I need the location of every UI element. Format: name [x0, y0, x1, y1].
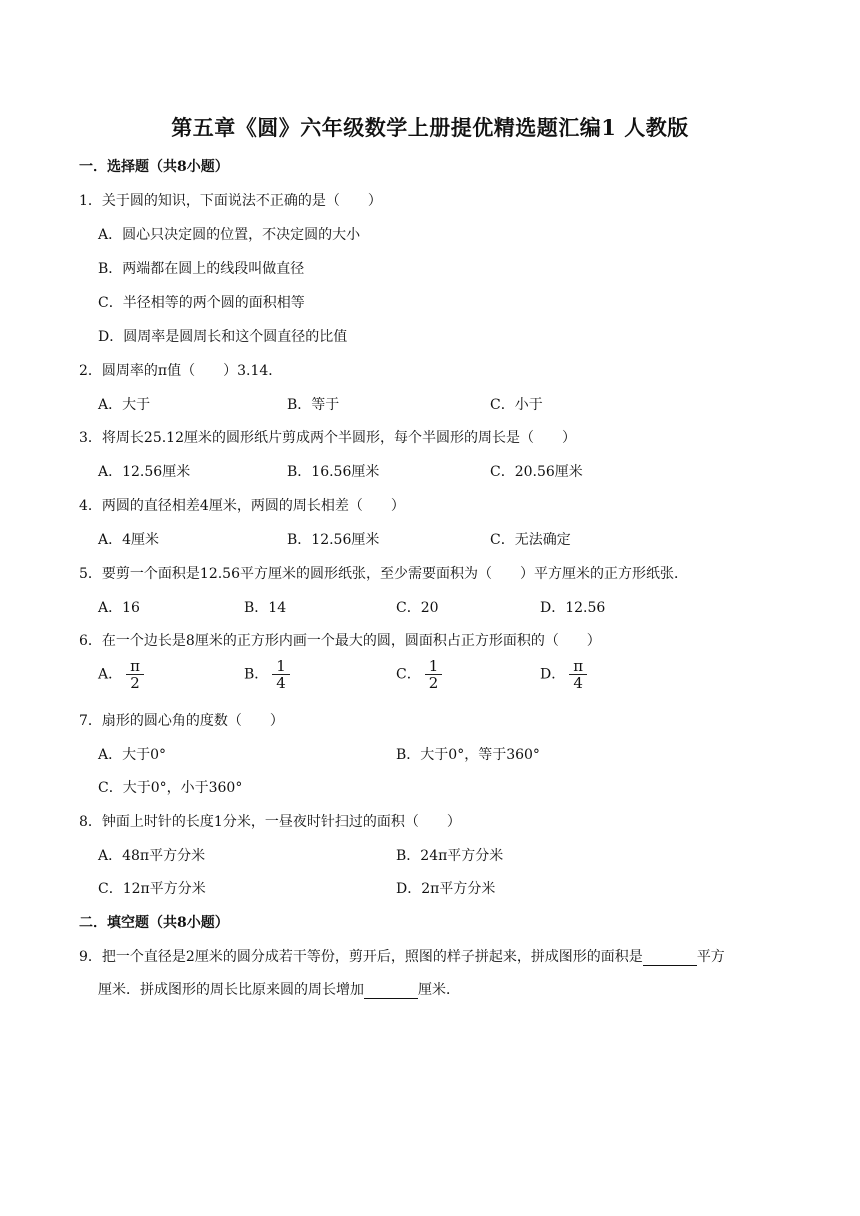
fraction-numerator: 1	[425, 658, 443, 675]
question-2: 2．圆周率的π值（ ）3.14．	[79, 363, 283, 379]
question-8: 8．钟面上时针的长度1分米，一昼夜时针扫过的面积（ ）	[79, 814, 461, 830]
fraction-denominator: 4	[573, 674, 583, 692]
q1-option-b: B．两端都在圆上的线段叫做直径	[98, 261, 305, 277]
q1-option-d: D．圆周率是圆周长和这个圆直径的比值	[98, 329, 348, 345]
q8-option-d: D．2π平方分米	[396, 881, 496, 897]
q6-option-c	[396, 658, 442, 691]
question-3: 3．将周长25.12厘米的圆形纸片剪成两个半圆形，每个半圆形的周长是（ ）	[79, 430, 576, 446]
section-heading-choice: 一．选择题（共8小题）	[79, 159, 229, 175]
q5-option-d: D．12.56	[540, 600, 606, 616]
q5-option-b: B．14	[244, 600, 287, 616]
q6-option-a-label: A．	[98, 666, 123, 683]
q6-option-a-fraction	[126, 658, 144, 691]
q6-option-c-label: C．	[396, 666, 421, 683]
q9-text-3: 厘米．拼成图形的周长比原来圆的周长增加	[98, 982, 364, 998]
question-5: 5．要剪一个面积是12.56平方厘米的圆形纸张，至少需要面积为（ ）平方厘米的正方形纸张．	[79, 566, 688, 582]
q6-option-d-label: D．	[540, 666, 566, 683]
q9-text-2: 平方	[696, 949, 725, 965]
q6-option-b-fraction	[272, 658, 290, 691]
q2-option-c: C．小于	[490, 397, 543, 413]
fraction-numerator: π	[126, 658, 144, 675]
q5-option-a: A．16	[98, 600, 140, 616]
question-9-line1	[79, 946, 725, 966]
section-heading-fill: 二．填空题（共8小题）	[79, 915, 229, 931]
q6-option-c-fraction	[425, 658, 443, 691]
q3-option-a: A．12.56厘米	[98, 464, 191, 480]
fraction-denominator: 2	[428, 674, 439, 692]
fraction-numerator: π	[569, 658, 587, 675]
q7-option-c: C．大于0°，小于360°	[98, 780, 243, 796]
q4-option-a: A．4厘米	[98, 532, 160, 548]
q6-option-a	[98, 658, 144, 691]
q2-option-a: A．大于	[98, 397, 151, 413]
q6-option-b-label: B．	[244, 666, 269, 683]
q8-option-b: B．24π平方分米	[396, 848, 504, 864]
answer-blank-area[interactable]	[643, 951, 697, 966]
fraction-denominator: 4	[276, 674, 286, 692]
q6-option-b	[244, 658, 290, 691]
q6-option-d-fraction	[569, 658, 587, 691]
q1-option-a: A．圆心只决定圆的位置，不决定圆的大小	[98, 227, 361, 243]
q1-option-c: C．半径相等的两个圆的面积相等	[98, 295, 305, 311]
q4-option-c: C．无法确定	[490, 532, 571, 548]
fraction-denominator: 2	[130, 674, 140, 692]
q7-option-a: A．大于0°	[98, 747, 167, 763]
q4-option-b: B．12.56厘米	[287, 532, 380, 548]
q3-option-b: B．16.56厘米	[287, 464, 380, 480]
q2-option-b: B．等于	[287, 397, 340, 413]
fraction-numerator: 1	[272, 658, 290, 675]
question-4: 4．两圆的直径相差4厘米，两圆的周长相差（ ）	[79, 498, 405, 514]
q8-option-c: C．12π平方分米	[98, 881, 206, 897]
q8-option-a: A．48π平方分米	[98, 848, 206, 864]
question-7: 7．扇形的圆心角的度数（ ）	[79, 713, 284, 729]
question-1: 1．关于圆的知识，下面说法不正确的是（ ）	[79, 193, 382, 209]
q3-option-c: C．20.56厘米	[490, 464, 583, 480]
q5-option-c: C．20	[396, 600, 439, 616]
q9-text-4: 厘米．	[418, 982, 460, 998]
question-9-line2	[98, 979, 460, 999]
answer-blank-perimeter[interactable]	[364, 984, 418, 999]
page-title: 第五章《圆》六年级数学上册提优精选题汇编1 人教版	[171, 115, 689, 140]
question-6: 6．在一个边长是8厘米的正方形内画一个最大的圆，圆面积占正方形面积的（ ）	[79, 633, 601, 649]
q7-option-b: B．大于0°，等于360°	[396, 747, 540, 763]
q9-text-1: 9．把一个直径是2厘米的圆分成若干等份，剪开后，照图的样子拼起来，拼成图形的面积是	[79, 949, 643, 965]
q6-option-d	[540, 658, 587, 691]
